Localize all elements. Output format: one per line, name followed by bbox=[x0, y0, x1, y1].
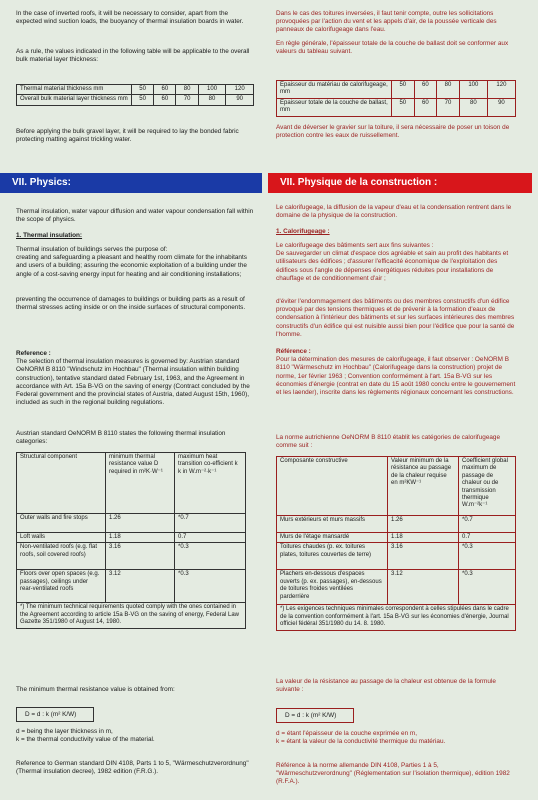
categories-paragraph: Austrian standard OeNORM B 8110 states the following thermal insulation categories: bbox=[16, 430, 226, 446]
table-cell: 1.18 bbox=[388, 533, 459, 543]
table-cell: 3.12 bbox=[388, 570, 459, 605]
table-row bbox=[277, 570, 516, 605]
table-footnote: *) The minimum technical requirements quoted comply with the ones contained in the Agreement according to article 15a B-VG on the saving of energy, Federal Law Gazette 351/1980 of August 14, 1980. bbox=[17, 603, 246, 628]
table-note-row bbox=[277, 605, 516, 630]
table-cell: 3.16 bbox=[388, 543, 459, 570]
table-header-row bbox=[17, 453, 246, 514]
table-cell: 90 bbox=[487, 98, 515, 116]
section-heading: VII. Physique de la construction : bbox=[268, 173, 532, 193]
purpose-paragraph: De sauvegarder un climat d'espace clos agréable et sain au profit des habitants et utilisateurs des édifices ; d'assurer l'efficacité économique de l'exploitation des édifices sous l'angle de dépenses énergétiques réduites pour installations de chauffage et de conditionnement d'air ; bbox=[276, 250, 509, 282]
table-cell: 1.18 bbox=[106, 533, 175, 543]
table-cell: Non-ventilated roofs (e.g. flat roofs, soil covered roofs) bbox=[17, 543, 106, 570]
row-label: Thermal material thickness mm bbox=[17, 85, 132, 95]
layer-thickness-table bbox=[16, 84, 254, 106]
reference-paragraph: Pour la détermination des mesures de calorifugeage, il faut observer : OeNORM B 8110 "Wärmeschutz im Hochbau" (Calorifugeage dans la construction) projet de norme, 1er février 1963 ; Convention conformément à l'art. 15a B-VG sur les économies d'énergie (contrat en date du 15 août 1980 conclu entre le gouvernement et les laender), inscrite dans les règlements régionaux concernant les constructions. bbox=[276, 356, 516, 397]
table-cell: 50 bbox=[392, 98, 415, 116]
subsection-title: 1. Thermal insulation: bbox=[16, 232, 83, 239]
table-row bbox=[17, 95, 254, 105]
legend-d: d = étant l'épaisseur de la couche exprimée en m, bbox=[276, 730, 418, 737]
reference-label: Référence : bbox=[276, 348, 311, 355]
table-cell: 80 bbox=[459, 98, 487, 116]
formula-box: D = d : k (m² K/W) bbox=[276, 708, 354, 723]
gravel-paragraph: Avant de déverser le gravier sur la toiture, il sera nécessaire de poser un toison de protection contre les eaux de ruissellement. bbox=[276, 124, 510, 140]
formula-intro: La valeur de la résistance au passage de la chaleur est obtenue de la formule suivante : bbox=[276, 678, 496, 694]
bulk-layer-paragraph: En règle générale, l'épaisseur totale de la couche de ballast doit se conformer aux valeurs du tableau suivant. bbox=[276, 40, 509, 56]
purpose-paragraph: creating and safeguarding a pleasant and healthy room climate for the inhabitants and users of a building; assuring the economic exploitation of a building under the angle of a cost-saving energy input for heating and air conditioning installations; bbox=[16, 254, 247, 278]
din-reference: Reference to German standard DIN 4108, Parts 1 to 5, "Wärmeschutzverordnung" (Thermal insulation decree), 1982 edition (F.R.G.). bbox=[16, 760, 249, 776]
table-cell: 80 bbox=[176, 85, 198, 95]
table-cell: 60 bbox=[154, 85, 176, 95]
table-row bbox=[17, 85, 254, 95]
damage-paragraph: preventing the occurrence of damages to buildings or building parts as a result of thermal stresses acting inside or on the inside surfaces of structural components. bbox=[16, 296, 246, 312]
table-cell: 1.26 bbox=[106, 514, 175, 533]
damage-paragraph: d'éviter l'endommagement des bâtiments ou des membres constructifs d'un édifice provoqué par des tensions thermiques et de prévenir à la formation d'eaux de condensation à l'intérieur des bâtiments et sur les surfaces intérieures des membres constructifs d'un édifice qui est nuisible aussi bien pour l'édifice que pour la santé de l'homme. bbox=[276, 298, 515, 338]
table-cell: Murs extérieurs et murs massifs bbox=[277, 516, 388, 533]
column-header: Valeur minimum de la résistance au passage de la chaleur requise en m²KW⁻¹ bbox=[388, 457, 459, 516]
purpose-title: Le calorifugeage des bâtiments sert aux fins suivantes : bbox=[276, 242, 434, 249]
insulation-categories-table bbox=[16, 452, 246, 629]
table-footnote: *) Les exigences techniques minimales correspondent à celles stipulées dans le cadre de la convention conformément à l'art. 15a B-VG sur les économies d'énergie, Journal officiel fédéral 351/1980 du 14. 8. 1980. bbox=[277, 605, 516, 630]
table-cell: *0.3 bbox=[175, 543, 246, 570]
french-column bbox=[268, 0, 528, 800]
table-row bbox=[277, 81, 516, 99]
column-header: Composante constructive bbox=[277, 457, 388, 516]
section-heading: VII. Physics: bbox=[0, 173, 262, 193]
table-cell: 100 bbox=[198, 85, 226, 95]
bulk-layer-paragraph: As a rule, the values indicated in the following table will be applicable to the overall bulk material layer thickness: bbox=[16, 48, 250, 64]
table-cell: *0.3 bbox=[459, 543, 516, 570]
categories-paragraph: La norme autrichienne OeNORM B 8110 établit les catégories de calorifugeage comme suit : bbox=[276, 434, 501, 450]
table-cell: Loft walls bbox=[17, 533, 106, 543]
gravel-paragraph: Before applying the bulk gravel layer, it will be required to lay the bonded fabric protecting matting against trickling water. bbox=[16, 128, 239, 144]
din-reference: Référence à la norme allemande DIN 4108, Parties 1 à 5, "Wärmeschutzverordnung" (Réglementation sur l'isolation thermique), édition 1982 (R.F.A.). bbox=[276, 762, 510, 786]
physics-intro: Le calorifugeage, la diffusion de la vapeur d'eau et la condensation rentrent dans le domaine de la physique de la construction. bbox=[276, 204, 512, 220]
table-cell: 3.16 bbox=[106, 543, 175, 570]
insulation-categories-table bbox=[276, 456, 516, 631]
table-row bbox=[17, 514, 246, 533]
table-row bbox=[17, 533, 246, 543]
table-cell: 60 bbox=[154, 95, 176, 105]
table-cell: Toitures chaudes (p. ex. toitures plates, toitures couvertes de terre) bbox=[277, 543, 388, 570]
table-cell: *0.3 bbox=[175, 570, 246, 603]
table-cell: 3.12 bbox=[106, 570, 175, 603]
column-header: maximum heat transition co-efficient k k in W.m⁻²·k⁻¹ bbox=[175, 453, 246, 514]
column-header: minimum thermal resistance value D required in m²K·W⁻¹ bbox=[106, 453, 175, 514]
table-cell: 50 bbox=[392, 81, 415, 99]
layer-thickness-table bbox=[276, 80, 516, 117]
inverted-roofs-paragraph: In the case of inverted roofs, it will be necessary to consider, apart from the expected wind suction loads, the buoyancy of thermal insulation boards in water. bbox=[16, 10, 244, 26]
formula-box: D = d : k (m² K/W) bbox=[16, 707, 94, 722]
table-row bbox=[277, 98, 516, 116]
table-cell: 60 bbox=[414, 81, 437, 99]
legend-k: k = étant la valeur de la conductivité thermique du matériau. bbox=[276, 738, 446, 746]
table-cell: 0.7 bbox=[175, 533, 246, 543]
subsection-title: 1. Calorifugeage : bbox=[276, 228, 330, 235]
table-cell: 60 bbox=[414, 98, 437, 116]
column-header: Structural component bbox=[17, 453, 106, 514]
table-cell: 70 bbox=[437, 98, 460, 116]
table-cell: Plachers en-dessous d'espaces ouverts (p. ex. passages), en-dessous de toitures froides ventilées parderrière bbox=[277, 570, 388, 605]
table-cell: *0.3 bbox=[459, 570, 516, 605]
column-header: Coefficient global maximum de passage de chaleur ou de transmission thermique W.m⁻²k⁻¹ bbox=[459, 457, 516, 516]
table-cell: 80 bbox=[198, 95, 226, 105]
table-cell: Murs de l'étage mansardé bbox=[277, 533, 388, 543]
table-cell: 50 bbox=[132, 85, 154, 95]
table-cell: 0.7 bbox=[459, 533, 516, 543]
reference-label: Reference : bbox=[16, 350, 51, 357]
english-column bbox=[0, 0, 260, 800]
legend-k: k = the thermal conductivity value of the material. bbox=[16, 736, 155, 744]
table-note-row bbox=[17, 603, 246, 628]
table-cell: 70 bbox=[176, 95, 198, 105]
table-cell: *0.7 bbox=[459, 516, 516, 533]
table-row bbox=[17, 570, 246, 603]
row-label: Epaisseur du matériau de calorifugeage, mm bbox=[277, 81, 392, 99]
table-cell: 1.26 bbox=[388, 516, 459, 533]
reference-paragraph: The selection of thermal insulation measures is governed by: Austrian standard OeNORM B 8110 "Windschutz im Hochbau" (Thermal insulation within building construction), tentative standard dated February 1st, 1963, and the Agreement in accordance with Art. 15a B-VG on the saving of energy (Contract concluded by the Federal government and the provincial states of Austria, dated August 15th, 1960), included as such in the regional building regulations. bbox=[16, 358, 250, 407]
purpose-title: Thermal insulation of buildings serves the purpose of: bbox=[16, 246, 168, 253]
table-cell: 120 bbox=[487, 81, 515, 99]
table-row bbox=[17, 543, 246, 570]
row-label: Overall bulk material layer thickness mm bbox=[17, 95, 132, 105]
table-cell: 100 bbox=[459, 81, 487, 99]
table-cell: 120 bbox=[226, 85, 254, 95]
table-row bbox=[277, 543, 516, 570]
table-cell: *0.7 bbox=[175, 514, 246, 533]
table-cell: 80 bbox=[437, 81, 460, 99]
table-cell: 50 bbox=[132, 95, 154, 105]
table-row bbox=[277, 516, 516, 533]
table-cell: Outer walls and fire stops bbox=[17, 514, 106, 533]
legend-d: d = being the layer thickness in m, bbox=[16, 728, 113, 735]
row-label: Epaisseur totale de la couche de ballast, mm bbox=[277, 98, 392, 116]
table-cell: Floors over open spaces (e.g. passages), ceilings under rear-ventilated roofs bbox=[17, 570, 106, 603]
table-row bbox=[277, 533, 516, 543]
table-cell: 90 bbox=[226, 95, 254, 105]
physics-intro: Thermal insulation, water vapour diffusion and water vapour condensation fall within the scope of physics. bbox=[16, 208, 254, 224]
inverted-roofs-paragraph: Dans le cas des toitures inversées, il faut tenir compte, outre les sollicitations provoquées par l'action du vent et les appels d'air, de la poussée verticale des panneaux de calorifugeage dans l'eau. bbox=[276, 10, 497, 34]
formula-intro: The minimum thermal resistance value is obtained from: bbox=[16, 686, 175, 693]
table-header-row bbox=[277, 457, 516, 516]
